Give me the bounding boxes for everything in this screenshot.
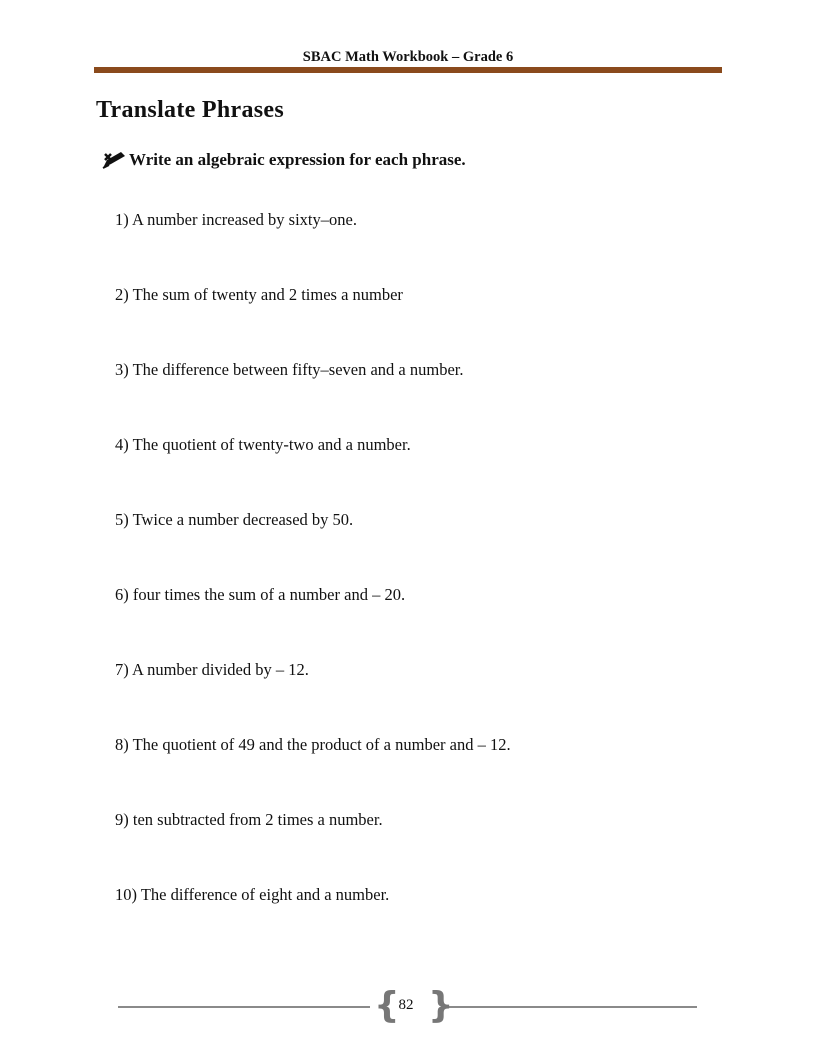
pencil-icon [101,150,127,170]
footer-bracket-right-icon: } [428,985,454,1026]
footer-bracket-left-icon: { [374,985,400,1026]
problem-item: 2) The sum of twenty and 2 times a number [115,285,403,304]
problem-item: 1) A number increased by sixty–one. [115,210,357,229]
page-number: 82 [398,997,414,1013]
footer-rule-left [118,1006,370,1008]
problem-item: 9) ten subtracted from 2 times a number. [115,810,383,829]
footer-rule-right [445,1006,697,1008]
problem-item: 7) A number divided by – 12. [115,660,309,679]
problem-item: 4) The quotient of twenty-two and a number. [115,435,411,454]
problem-list [115,207,511,957]
problem-item: 8) The quotient of 49 and the product of a number and – 12. [115,735,511,754]
section-title: Translate Phrases [96,97,284,123]
problem-item: 10) The difference of eight and a number. [115,885,390,904]
page-header-title: SBAC Math Workbook – Grade 6 [302,49,514,65]
instruction [101,150,466,170]
problem-item: 6) four times the sum of a number and – 20. [115,585,406,604]
instruction-text: Write an algebraic expression for each phrase. [129,150,466,169]
problem-item: 5) Twice a number decreased by 50. [115,510,354,529]
header-divider [94,67,722,73]
problem-item: 3) The difference between fifty–seven and a number. [115,360,464,379]
